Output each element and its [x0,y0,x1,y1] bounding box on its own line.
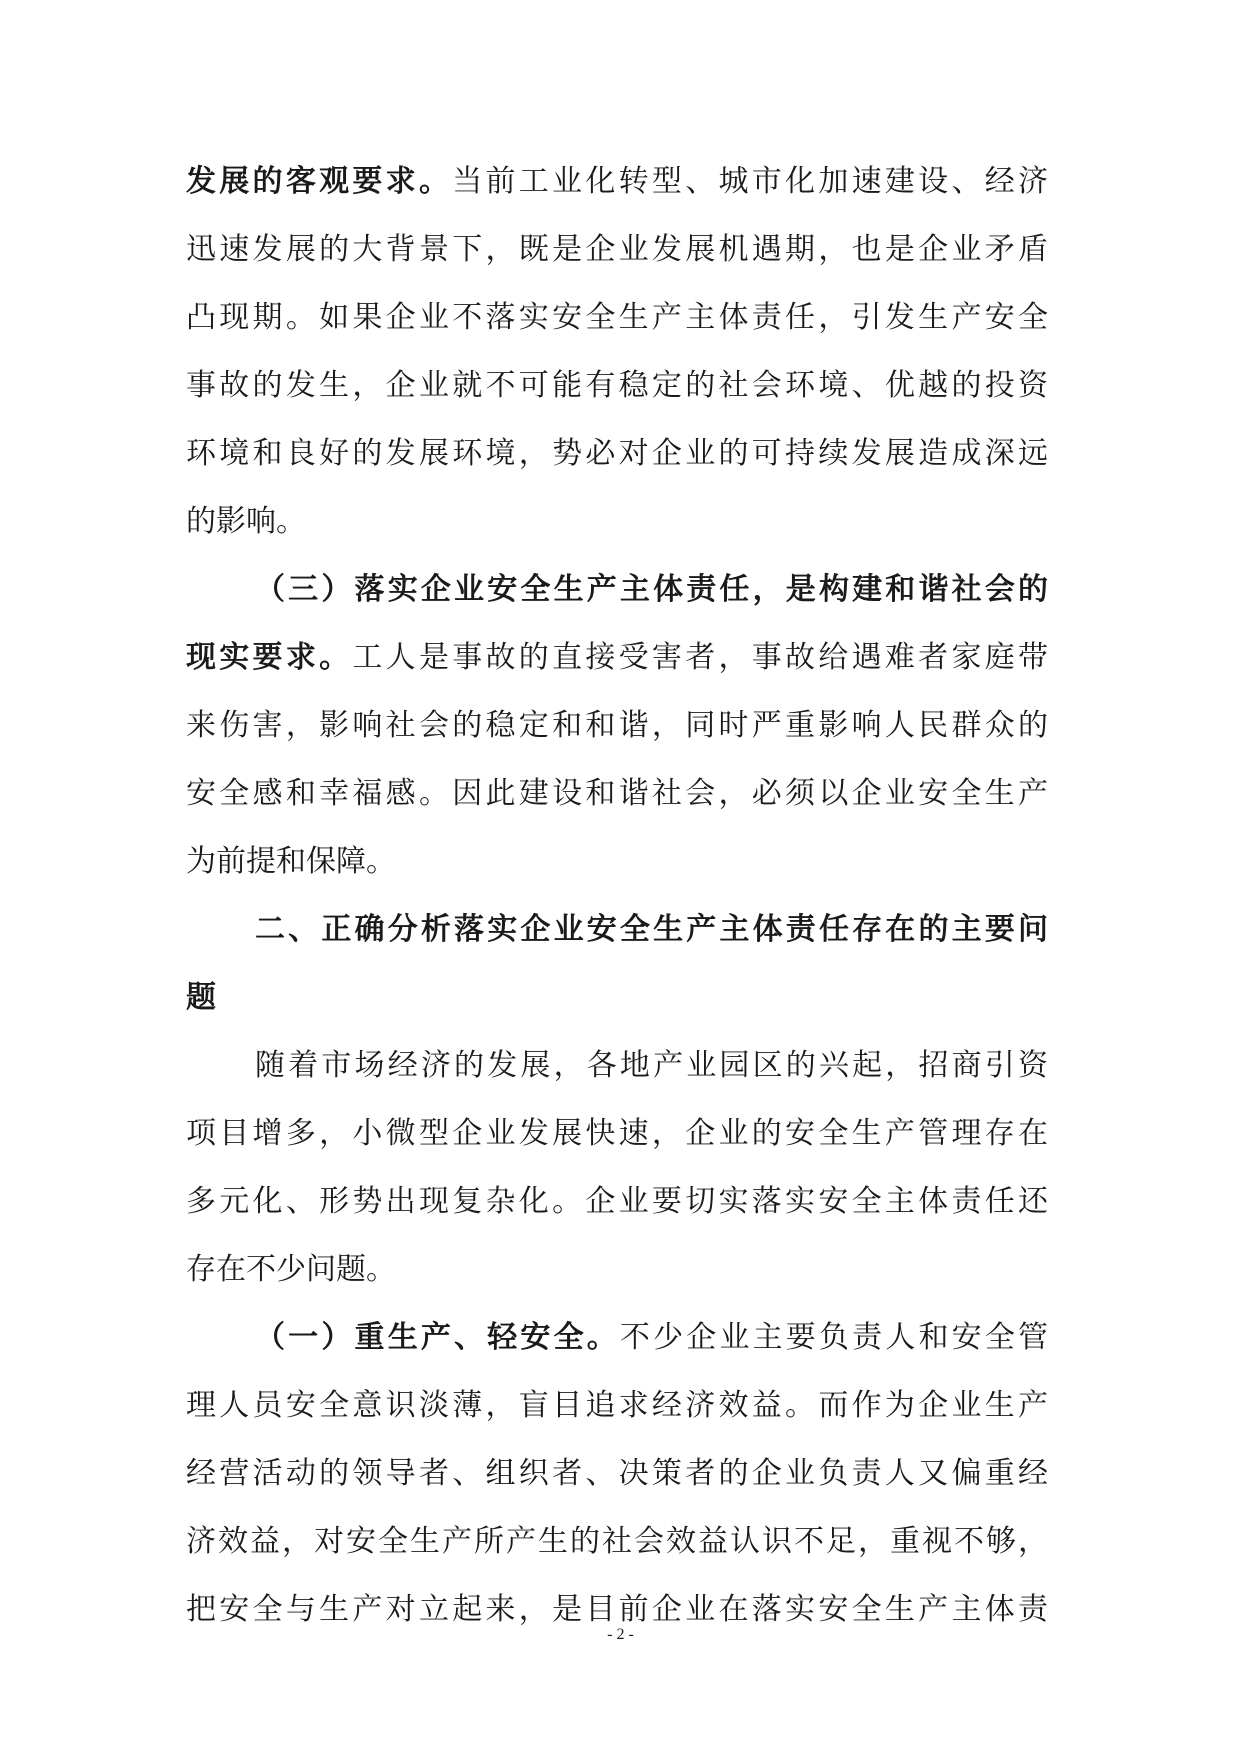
text-run: 迅速发展的大背景下，既是企业发展机遇期，也是企业矛盾 [186,232,1048,267]
text-line [186,1182,1048,1222]
text-run: 凸现期。如果企业不落实安全生产主体责任，引发生产安全 [186,300,1048,335]
section-heading-line [255,570,1048,610]
text-run: 多元化、形势出现复杂化。企业要切实落实安全主体责任还 [186,1184,1048,1219]
text-line [186,366,1048,406]
text-line [255,1046,1048,1086]
text-run: 来伤害，影响社会的稳定和和谐，同时严重影响人民群众的 [186,708,1048,743]
text-line [186,706,1048,746]
text-run: 工人是事故的直接受害者，事故给遇难者家庭带 [352,640,1048,675]
text-run: 当前工业化转型、城市化加速建设、经济 [452,164,1048,199]
text-line [186,638,1048,678]
text-run: 理人员安全意识淡薄，盲目追求经济效益。而作为企业生产 [186,1388,1048,1423]
text-line [186,1522,1048,1562]
text-run: 的影响。 [186,504,306,539]
text-run: 项目增多，小微型企业发展快速，企业的安全生产管理存在 [186,1116,1048,1151]
bold-run: 二、正确分析落实企业安全生产主体责任存在的主要问 [255,912,1048,947]
text-line [186,162,1048,202]
text-run: 为前提和保障。 [186,844,396,879]
bold-run: 发展的客观要求。 [186,164,453,199]
text-line [255,1318,1048,1358]
text-run: 把安全与生产对立起来，是目前企业在落实安全生产主体责 [186,1592,1048,1627]
text-run: 事故的发生，企业就不可能有稳定的社会环境、优越的投资 [186,368,1048,403]
bold-run: 现实要求。 [186,640,353,675]
text-line [186,1250,1048,1290]
text-line [186,1386,1048,1426]
text-line [186,1114,1048,1154]
text-run: 随着市场经济的发展，各地产业园区的兴起，招商引资 [255,1048,1048,1083]
text-run: 不少企业主要负责人和安全管 [619,1320,1048,1355]
bold-run: 题 [186,980,216,1015]
text-line [186,774,1048,814]
bold-run: （三）落实企业安全生产主体责任，是构建和谐社会的 [255,572,1048,607]
text-run: 存在不少问题。 [186,1252,396,1287]
chapter-heading-line [186,978,1048,1018]
text-line [186,1590,1048,1630]
text-line [186,434,1048,474]
text-run: 环境和良好的发展环境，势必对企业的可持续发展造成深远 [186,436,1048,471]
text-line [186,502,1048,542]
text-run: 经营活动的领导者、组织者、决策者的企业负责人又偏重经 [186,1456,1048,1491]
text-run: 济效益，对安全生产所产生的社会效益认识不足，重视不够， [186,1524,1048,1559]
text-line [186,842,1048,882]
chapter-heading-line [255,910,1048,950]
page-number: - 2 - [607,1626,634,1643]
bold-run: （一）重生产、轻安全。 [255,1320,620,1355]
text-run: 安全感和幸福感。因此建设和谐社会，必须以企业安全生产 [186,776,1048,811]
text-line [186,230,1048,270]
text-line [186,298,1048,338]
text-line [186,1454,1048,1494]
